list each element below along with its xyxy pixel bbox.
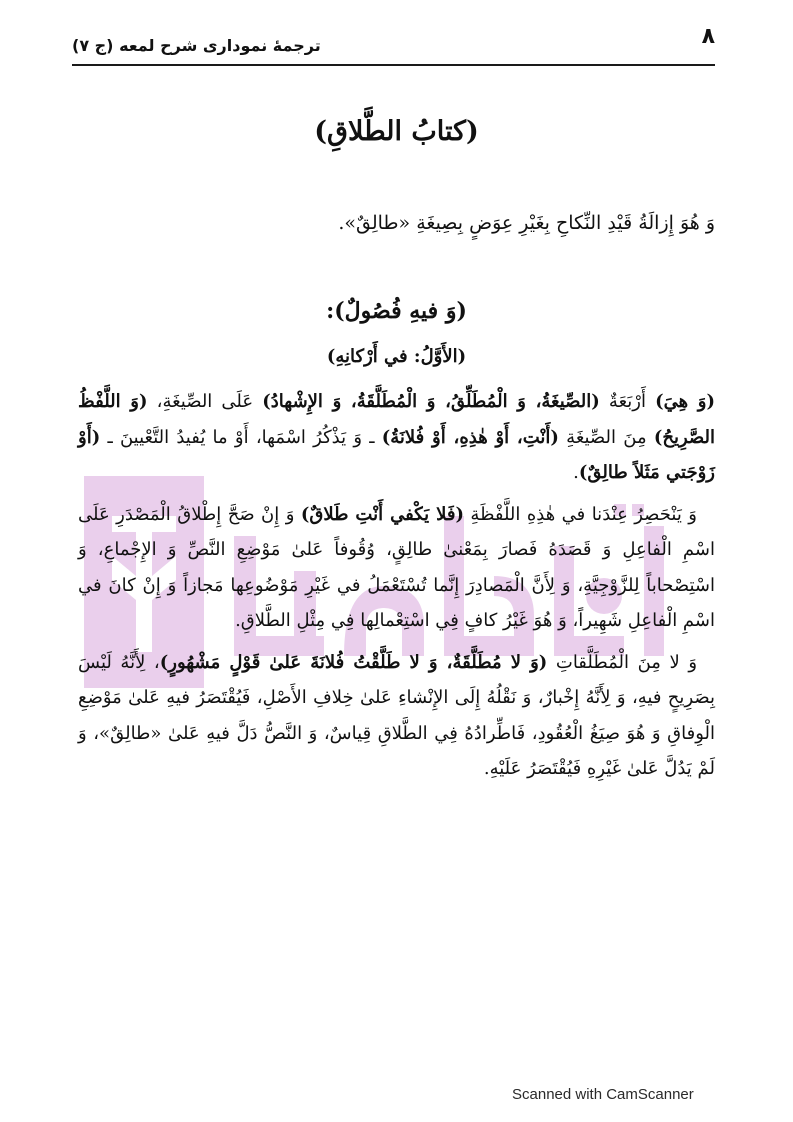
text-bold: (فَلا يَكْفي أَنْتِ طَلاقٌ) xyxy=(300,503,464,525)
text-normal: ـ وَ يَذْكُرُ اسْمَها، أَوْ ما يُفيدُ التَّعْيينَ ـ xyxy=(100,426,382,448)
text-bold: (وَ اللَّفْظُ الصَّرِيحُ) xyxy=(78,391,715,448)
definition-line: وَ هُوَ إِزالَةُ قَيْدِ النِّكاحِ بِغَيْرِ عِوَضٍ بِصِيغَةِ «طالِقٌ». xyxy=(338,212,715,234)
scanner-footer: Scanned with CamScanner xyxy=(512,1086,694,1103)
paragraph-1 xyxy=(78,384,715,491)
text-bold: (وَ لا مُطَلَّقَةٌ، وَ لا طَلَّقْتُ فُلانَةَ عَلىٰ قَوْلٍ مَشْهُورٍ) xyxy=(159,651,548,673)
text-normal: وَ إِنْ صَحَّ إِطْلاقُ الْمَصْدَرِ عَلَى اسْمِ الْفاعِلِ وَ قَصَدَهُ فَصارَ بِمَعْنىٰ طالِقٍ، وُقُوفاً عَلىٰ مَوْضِعِ النَّصِّ وَ الإِجْماعِ، وَ اسْتِصْحاباً لِلزَّوْجِيَّةِ، وَ لِأَنَّ الْمَصادِرَ إِنَّما تُسْتَعْمَلُ في غَيْرِ مَوْضُوعِها مَجازاً وَ إِنْ كانَ في اسْمِ الْفاعِلِ شَهِيراً، وَ هُوَ غَيْرُ كافٍ فِي اسْتِعْمالِها فِي مِثْلِ الطَّلاقِ. xyxy=(78,503,715,631)
book-title: (كتابُ الطَّلاقِ) xyxy=(314,116,479,147)
text-bold: (أَنْتِ، أَوْ هٰذِهِ، أَوْ فُلانَةُ) xyxy=(381,426,559,448)
subsection-title: (الأَوَّلُ: في أَرْكانِهِ) xyxy=(326,346,467,367)
text-bold: (أَوْ زَوْجَتي مَثَلاً طالِقٌ) xyxy=(78,426,715,483)
text-normal: أَرْبَعَةٌ xyxy=(599,391,656,412)
text-bold: (وَ هِيَ) xyxy=(655,391,715,412)
text-normal: مِنَ الصِّيغَةِ xyxy=(558,426,654,448)
text-bold: (الصِّيغَةُ، وَ الْمُطَلِّقُ، وَ الْمُطَلَّقَةُ، وَ الإِشْهادُ) xyxy=(262,391,600,412)
paragraph-3 xyxy=(78,645,715,787)
page-number: ٨ xyxy=(701,24,715,49)
section-title: (وَ فيهِ فُصُولٌ): xyxy=(326,298,467,324)
header-divider xyxy=(72,64,715,66)
text-normal: وَ لا مِنَ الْمُطَلَّقاتِ xyxy=(547,651,698,673)
page-header xyxy=(72,22,715,62)
text-normal: . xyxy=(573,462,579,483)
body-text xyxy=(78,384,715,793)
text-normal: وَ يَنْحَصِرُ عِنْدَنا في هٰذِهِ اللَّفْظَةِ xyxy=(463,503,697,525)
running-title: ترجمهٔ نموداری شرح لمعه (ج ۷) xyxy=(72,36,321,55)
paragraph-2 xyxy=(78,497,715,639)
text-normal: عَلَى الصِّيغَةِ، xyxy=(147,391,263,412)
text-normal: ، لِأَنَّهُ لَيْسَ بِصَرِيحٍ فيهِ، وَ لِأَنَّهُ إِخْبارٌ، وَ نَقْلُهُ إِلَى الإِنْشاءِ عَلىٰ خِلافِ الأَصْلِ، فَيُقْتَصَرُ فيهِ عَلىٰ مَوْضِعِ الْوِفاقِ وَ هُوَ صِيَغُ الْعُقُودِ، فَاطِّرادُهُ فِي الطَّلاقِ قِياسٌ، وَ النَّصُّ دَلَّ فيهِ عَلىٰ «طالِقٌ»، وَ لَمْ يَدُلَّ عَلىٰ غَيْرِهِ فَيُقْتَصَرُ عَلَيْهِ. xyxy=(78,651,715,779)
